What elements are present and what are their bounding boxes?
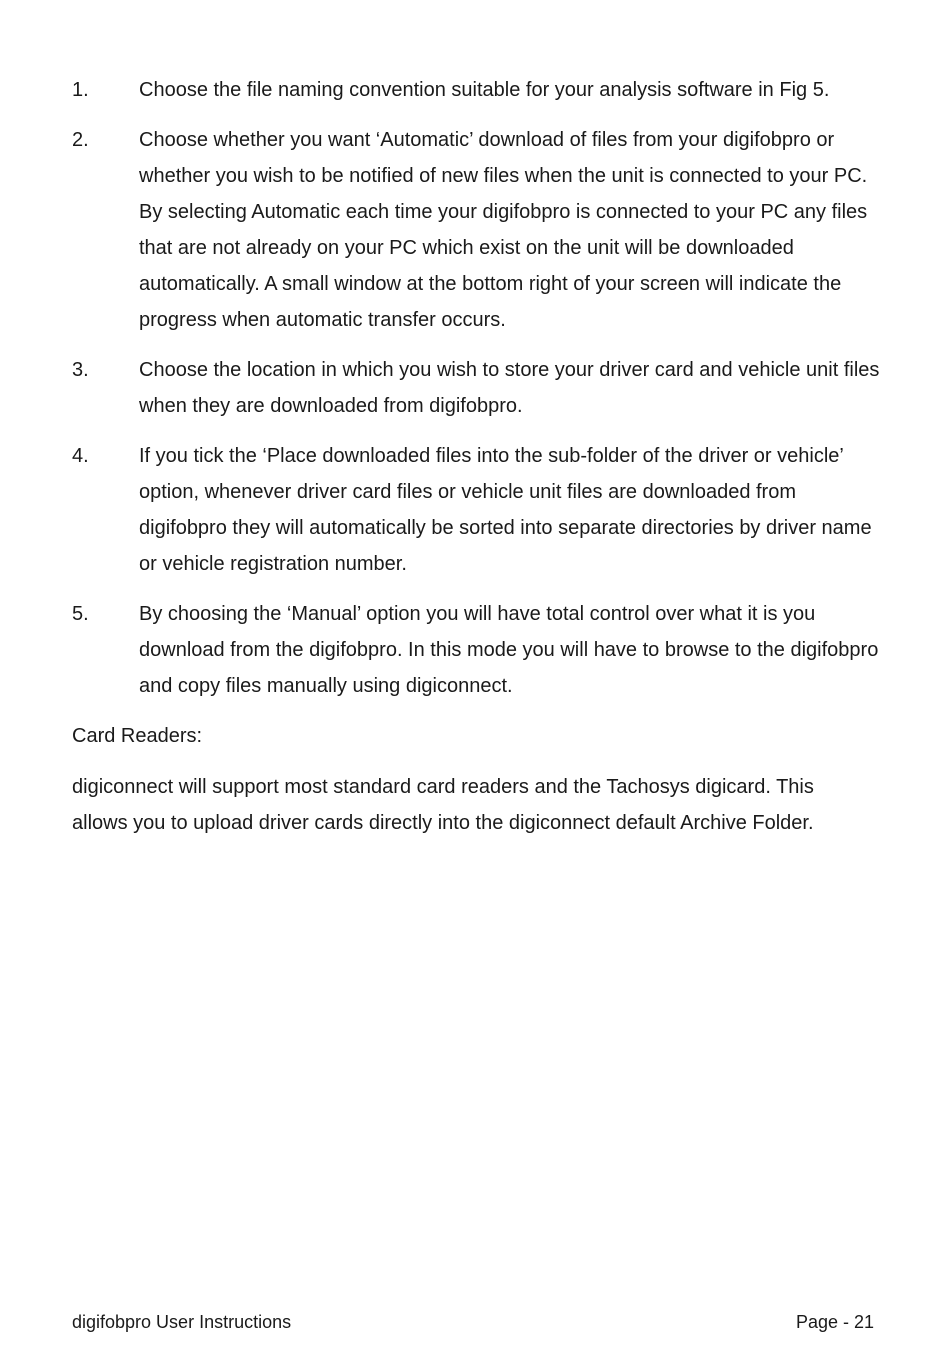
instruction-list xyxy=(72,72,882,718)
page-number: Page - 21 xyxy=(795,1312,874,1332)
list-item-5 xyxy=(72,596,882,704)
item-text: Choose whether you want ‘Automatic’ download of files from your digifobpro or whether you wish to be notified of new files when the unit is connected to your PC. By selecting Automatic each time your digifobpro is connected to your PC any files that are not already on your PC which exist on the unit will be downloaded automatically. A small window at the bottom right of your screen will indicate the progress when automatic transfer occurs. xyxy=(139,129,868,331)
section-paragraph: digiconnect will support most standard card readers and the Tachosys digicard. This allows you to upload driver cards directly into the digiconnect default Archive Folder. xyxy=(72,776,814,834)
item-text: Choose the file naming convention suitable for your analysis software in Fig 5. xyxy=(139,79,830,101)
item-number: 5. xyxy=(72,603,89,625)
footer-title: digifobpro User Instructions xyxy=(72,1312,292,1332)
list-item-4 xyxy=(72,438,882,582)
item-number: 4. xyxy=(72,445,89,467)
list-item-1 xyxy=(72,72,882,108)
item-number: 3. xyxy=(72,359,89,381)
item-number: 1. xyxy=(72,79,89,101)
item-number: 2. xyxy=(72,129,89,151)
section-heading: Card Readers: xyxy=(72,725,203,747)
item-text: If you tick the ‘Place downloaded files into the sub-folder of the driver or vehicle’ option, whenever driver card files or vehicle unit files are downloaded from digifobpro they will automatically be sorted into separate directories by driver name or vehicle registration number. xyxy=(139,445,872,575)
list-item-3 xyxy=(72,352,882,424)
item-text: Choose the location in which you wish to store your driver card and vehicle unit files when they are downloaded from digifobpro. xyxy=(139,359,880,417)
item-text: By choosing the ‘Manual’ option you will have total control over what it is you download from the digifobpro. In this mode you will have to browse to the digifobpro and copy files manually using digiconnect. xyxy=(139,603,879,697)
list-item-2 xyxy=(72,122,882,338)
